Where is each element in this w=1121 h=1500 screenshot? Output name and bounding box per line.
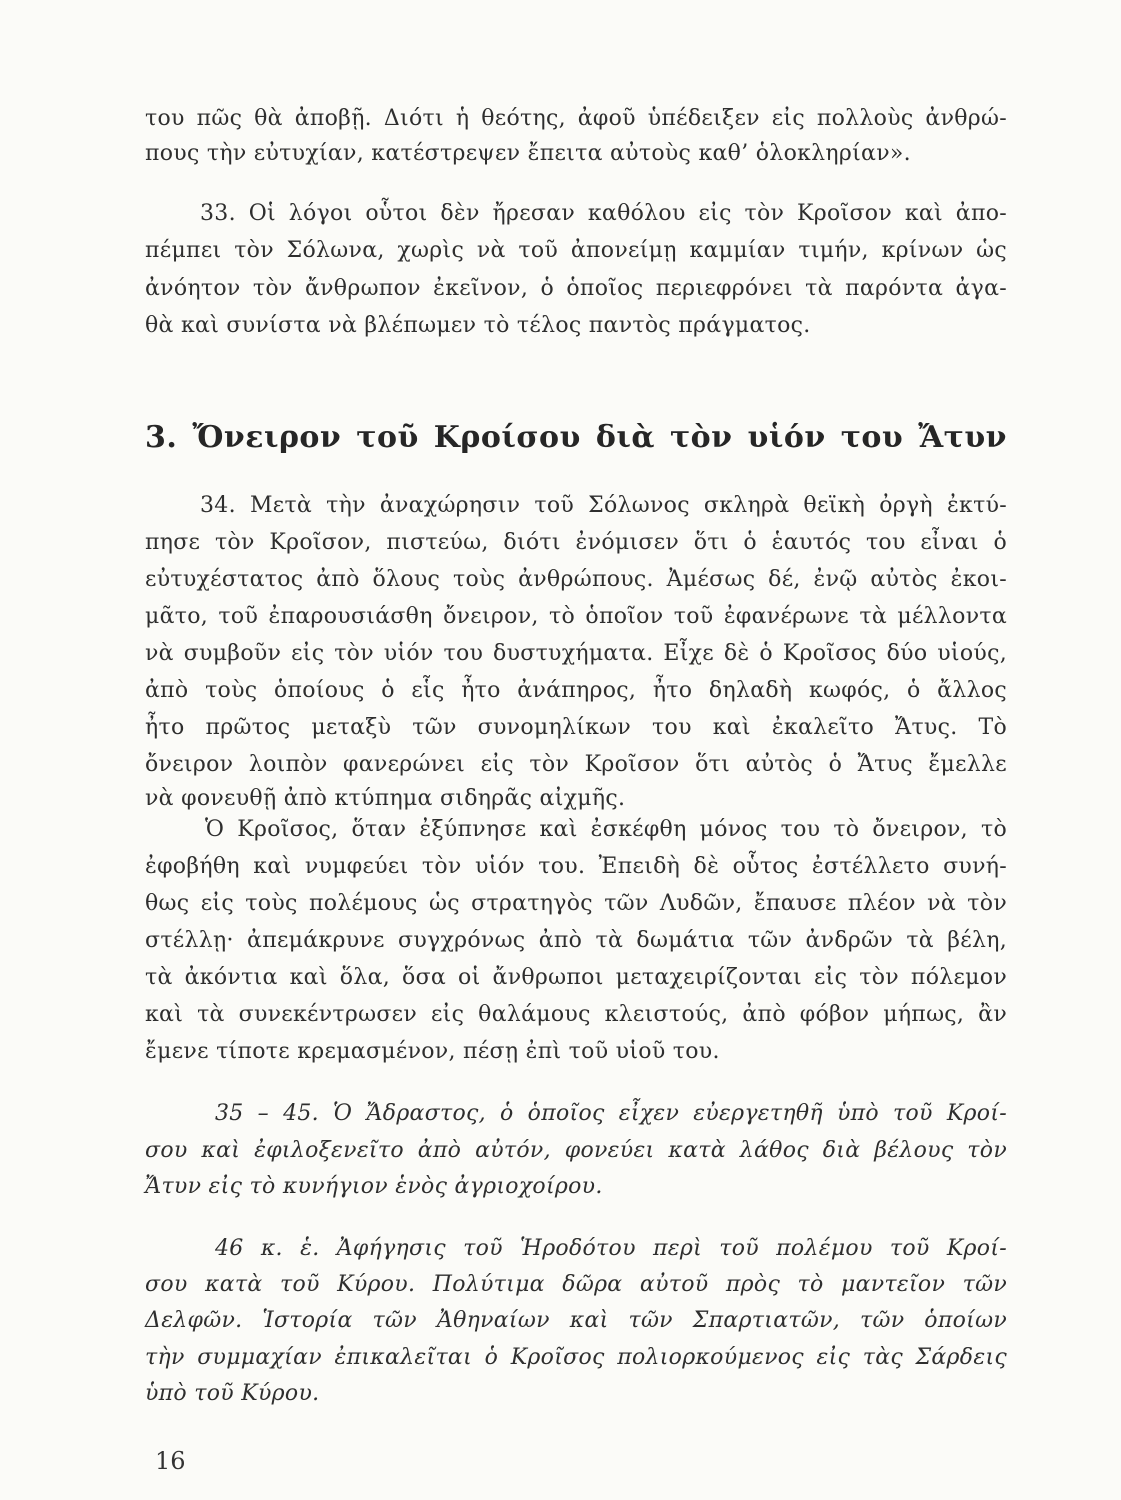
text-line: 35 – 45. Ὁ Ἄδραστος, ὁ ὁποῖος εἶχεν εὐεργετηθῆ ὑπὸ τοῦ Κροί- (215, 1101, 1007, 1126)
text-line: στέλλῃ· ἀπεμάκρυνε συγχρόνως ἀπὸ τὰ δωμάτια τῶν ἀνδρῶν τὰ βέλη, (145, 928, 1007, 953)
text-line: πους τὴν εὐτυχίαν, κατέστρεψεν ἔπειτα αὐτοὺς καθ’ ὁλοκληρίαν». (145, 141, 911, 166)
text-line: τὰ ἀκόντια καὶ ὅλα, ὅσα οἱ ἄνθρωποι μεταχειρίζονται εἰς τὸν πόλεμον (145, 965, 1007, 990)
text-line: Ἄτυν εἰς τὸ κυνήγιον ἑνὸς ἀγριοχοίρου. (145, 1174, 603, 1199)
text-line: 34. Μετὰ τὴν ἀναχώρησιν τοῦ Σόλωνος σκληρὰ θεϊκὴ ὀργὴ ἐκτύ- (200, 493, 1007, 518)
text-line: ἦτο πρῶτος μεταξὺ τῶν συνομηλίκων του καὶ ἐκαλεῖτο Ἄτυς. Τὸ (145, 715, 1007, 740)
text-line: 33. Οἱ λόγοι οὗτοι δὲν ἤρεσαν καθόλου εἰς τὸν Κροῖσον καὶ ἀπο- (200, 201, 1007, 226)
text-line: ὑπὸ τοῦ Κύρου. (145, 1381, 320, 1406)
text-line: 46 κ. ἑ. Ἀφήγησις τοῦ Ἡροδότου περὶ τοῦ πολέμου τοῦ Κροί- (215, 1236, 1007, 1261)
text-line: ἐφοβήθη καὶ νυμφεύει τὸν υἱόν του. Ἐπειδὴ δὲ οὗτος ἐστέλλετο συνή- (145, 854, 1007, 879)
text-line: θως εἰς τοὺς πολέμους ὡς στρατηγὸς τῶν Λυδῶν, ἔπαυσε πλέον νὰ τὸν (145, 891, 1007, 916)
text-line: πησε τὸν Κροῖσον, πιστεύω, διότι ἐνόμισεν ὅτι ὁ ἑαυτός του εἶναι ὁ (145, 530, 1007, 555)
text-line: σου καὶ ἐφιλοξενεῖτο ἀπὸ αὐτόν, φονεύει κατὰ λάθος διὰ βέλους τὸν (145, 1138, 1007, 1163)
text-line: του πῶς θὰ ἀποβῇ. Διότι ἡ θεότης, ἀφοῦ ὑπέδειξεν εἰς πολλοὺς ἀνθρώ- (145, 106, 1007, 131)
text-line: θὰ καὶ συνίστα νὰ βλέπωμεν τὸ τέλος παντὸς πράγματος. (145, 313, 811, 338)
text-line: καὶ τὰ συνεκέντρωσεν εἰς θαλάμους κλειστούς, ἀπὸ φόβον μήπως, ἂν (145, 1002, 1007, 1027)
text-line: νὰ φονευθῇ ἀπὸ κτύπημα σιδηρᾶς αἰχμῆς. (145, 786, 626, 811)
text-line: μᾶτο, τοῦ ἐπαρουσιάσθη ὄνειρον, τὸ ὁποῖον τοῦ ἐφανέρωνε τὰ μέλλοντα (145, 604, 1007, 629)
text-line: ἀπὸ τοὺς ὁποίους ὁ εἷς ἦτο ἀνάπηρος, ἦτο δηλαδὴ κωφός, ὁ ἄλλος (145, 678, 1007, 703)
text-line: Ὁ Κροῖσος, ὅταν ἐξύπνησε καὶ ἐσκέφθη μόνος του τὸ ὄνειρον, τὸ (205, 817, 1007, 842)
section-heading: 3. Ὄνειρον τοῦ Κροίσου διὰ τὸν υἱόν του Ἄτυν (145, 420, 1007, 455)
text-line: ἔμενε τίποτε κρεμασμένον, πέσῃ ἐπὶ τοῦ υἱοῦ του. (145, 1039, 720, 1064)
text-line: εὐτυχέστατος ἀπὸ ὅλους τοὺς ἀνθρώπους. Ἀμέσως δέ, ἐνῷ αὐτὸς ἐκοι- (145, 567, 1007, 592)
text-line: τὴν συμμαχίαν ἐπικαλεῖται ὁ Κροῖσος πολιορκούμενος εἰς τὰς Σάρδεις (145, 1345, 1007, 1370)
text-line: ὄνειρον λοιπὸν φανερώνει εἰς τὸν Κροῖσον ὅτι αὐτὸς ὁ Ἄτυς ἔμελλε (145, 752, 1007, 777)
text-line: ἀνόητον τὸν ἄνθρωπον ἐκεῖνον, ὁ ὁποῖος περιεφρόνει τὰ παρόντα ἀγα- (145, 276, 1007, 301)
page-number: 16 (155, 1447, 186, 1475)
text-line: Δελφῶν. Ἱστορία τῶν Ἀθηναίων καὶ τῶν Σπαρτιατῶν, τῶν ὁποίων (145, 1308, 1007, 1333)
text-line: πέμπει τὸν Σόλωνα, χωρὶς νὰ τοῦ ἀπονείμῃ καμμίαν τιμήν, κρίνων ὡς (145, 238, 1007, 263)
text-line: σου κατὰ τοῦ Κύρου. Πολύτιμα δῶρα αὐτοῦ πρὸς τὸ μαντεῖον τῶν (145, 1272, 1007, 1297)
text-line: νὰ συμβοῦν εἰς τὸν υἱόν του δυστυχήματα. Εἶχε δὲ ὁ Κροῖσος δύο υἱούς, (145, 641, 1007, 666)
